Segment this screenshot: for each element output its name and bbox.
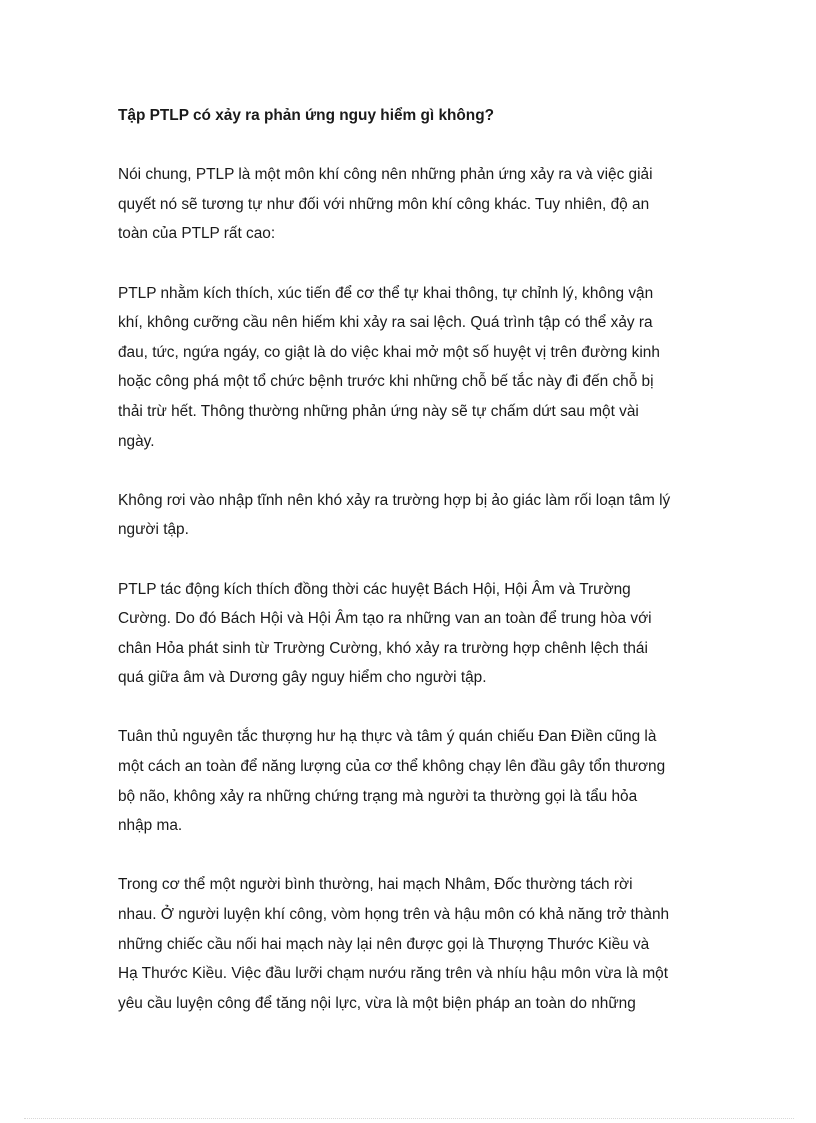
paragraph-line: Nói chung, PTLP là một môn khí công nên những phản ứng xảy ra và việc giải (118, 166, 653, 184)
paragraph-line: một cách an toàn để năng lượng của cơ thể không chạy lên đầu gây tổn thương (118, 758, 666, 776)
paragraph-line: Không rơi vào nhập tĩnh nên khó xảy ra trường hợp bị ảo giác làm rối loạn tâm lý (118, 491, 671, 509)
document-heading: Tập PTLP có xảy ra phản ứng nguy hiểm gì không? (118, 107, 495, 124)
paragraph-list (118, 160, 708, 1018)
paragraph-line: PTLP tác động kích thích đồng thời các huyệt Bách Hội, Hội Âm và Trường (118, 580, 631, 598)
paragraph (118, 575, 708, 693)
paragraph-line: Tuân thủ nguyên tắc thượng hư hạ thực và tâm ý quán chiếu Đan Điền cũng là (118, 728, 657, 746)
paragraph (118, 279, 708, 457)
paragraph-line: PTLP nhằm kích thích, xúc tiến để cơ thể tự khai thông, tự chỉnh lý, không vận (118, 284, 654, 302)
paragraph-line: hoặc công phá một tổ chức bệnh trước khi những chỗ bế tắc này đi đến chỗ bị (118, 373, 654, 391)
paragraph (118, 486, 708, 545)
paragraph-line: người tập. (118, 521, 189, 539)
paragraph-line: đau, tức, ngứa ngáy, co giật là do việc khai mở một số huyệt vị trên đường kinh (118, 343, 660, 361)
paragraph-line: ngày. (118, 432, 155, 450)
paragraph-line: khí, không cưỡng cầu nên hiếm khi xảy ra sai lệch. Quá trình tập có thể xảy ra (118, 314, 653, 332)
paragraph-line: yêu cầu luyện công để tăng nội lực, vừa là một biện pháp an toàn do những (118, 994, 636, 1012)
paragraph (118, 722, 708, 840)
paragraph (118, 160, 708, 249)
paragraph-line: thải trừ hết. Thông thường những phản ứng này sẽ tự chấm dứt sau một vài (118, 402, 639, 420)
paragraph-line: những chiếc cầu nối hai mạch này lại nên được gọi là Thượng Thước Kiều và (118, 935, 650, 953)
paragraph (118, 870, 708, 1018)
paragraph-line: Cường. Do đó Bách Hội và Hội Âm tạo ra những van an toàn để trung hòa với (118, 610, 652, 628)
paragraph-line: Trong cơ thể một người bình thường, hai mạch Nhâm, Đốc thường tách rời (118, 876, 633, 894)
paragraph-line: chân Hỏa phát sinh từ Trường Cường, khó xảy ra trường hợp chênh lệch thái (118, 639, 648, 657)
page-bottom-border (24, 1118, 794, 1119)
paragraph-line: quá giữa âm và Dương gây nguy hiểm cho người tập. (118, 669, 487, 687)
paragraph-line: toàn của PTLP rất cao: (118, 225, 276, 243)
paragraph-line: quyết nó sẽ tương tự như đối với những môn khí công khác. Tuy nhiên, độ an (118, 195, 650, 213)
paragraph-line: bộ não, không xảy ra những chứng trạng mà người ta thường gọi là tẩu hỏa (118, 787, 638, 805)
document-body (118, 101, 708, 1018)
paragraph-line: nhau. Ở người luyện khí công, vòm họng trên và hậu môn có khả năng trở thành (118, 906, 670, 924)
paragraph-line: nhập ma. (118, 817, 183, 835)
paragraph-line: Hạ Thước Kiều. Việc đầu lưỡi chạm nướu răng trên và nhíu hậu môn vừa là một (118, 965, 669, 983)
